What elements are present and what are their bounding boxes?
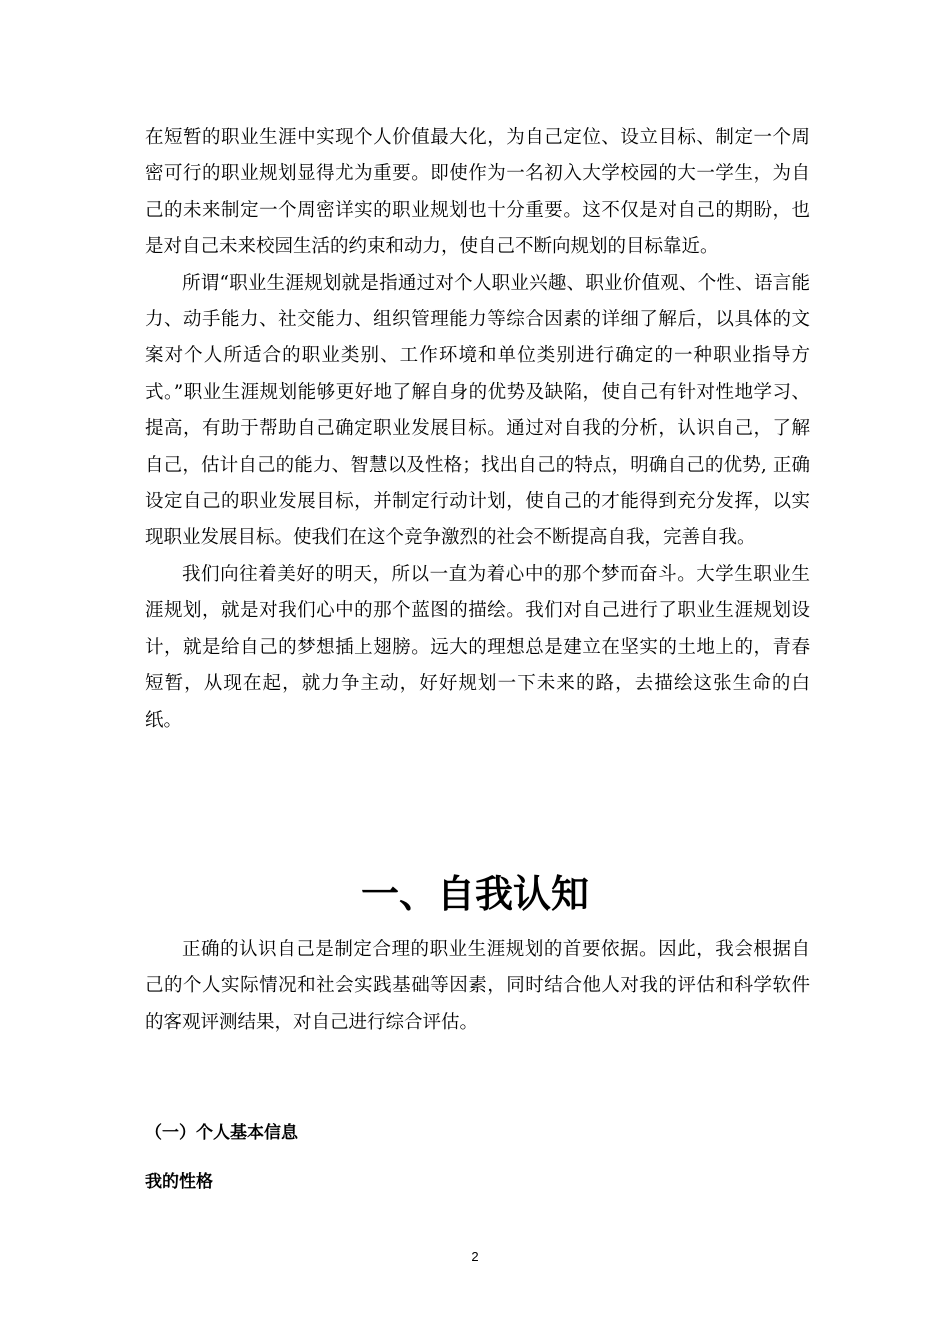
page-number: 2 [471, 1249, 479, 1264]
chapter-intro-block [145, 932, 810, 1041]
chapter-intro-paragraph: 正确的认识自己是制定合理的职业生涯规划的首要依据。因此，我会根据自己的个人实际情况和社会实践基础等因素，同时结合他人对我的评估和科学软件的客观评测结果，对自己进行综合评估。 [145, 939, 810, 1033]
section-heading: （一）个人基本信息 [145, 1123, 298, 1143]
opening-paragraphs [145, 120, 810, 739]
subsection-heading: 我的性格 [145, 1172, 213, 1192]
body-paragraph-2: 所谓“职业生涯规划就是指通过对个人职业兴趣、职业价值观、个性、语言能力、动手能力、社交能力、组织管理能力等综合因素的详细了解后，以具体的文案对个人所适合的职业类别、工作环境和单位类别进行确定的一种职业指导方式。”职业生涯规划能够更好地了解自身的优势及缺陷，使自己有针对性地学习、提高，有助于帮助自己确定职业发展目标。通过对自我的分析，认识自己，了解自己，估计自己的能力、智慧以及性格；找出自己的特点，明确自己的优势, 正确设定自己的职业发展目标，并制定行动计划，使自己的才能得到充分发挥，以实现职业发展目标。使我们在这个竞争激烈的社会不断提高自我，完善自我。 [145, 272, 810, 549]
body-paragraph-1: 在短暂的职业生涯中实现个人价值最大化，为自己定位、设立目标、制定一个周密可行的职业规划显得尤为重要。即使作为一名初入大学校园的大一学生，为自己的未来制定一个周密详实的职业规划也十分重要。这不仅是对自己的期盼，也是对自己未来校园生活的约束和动力，使自己不断向规划的目标靠近。 [145, 127, 810, 258]
body-paragraph-3: 我们向往着美好的明天，所以一直为着心中的那个梦而奋斗。大学生职业生涯规划，就是对我们心中的那个蓝图的描绘。我们对自己进行了职业生涯规划设计，就是给自己的梦想插上翅膀。远大的理想总是建立在坚实的土地上的，青春短暂，从现在起，就力争主动，好好规划一下未来的路，去描绘这张生命的白纸。 [145, 563, 810, 731]
chapter-heading: 一、自我认知 [360, 872, 589, 916]
